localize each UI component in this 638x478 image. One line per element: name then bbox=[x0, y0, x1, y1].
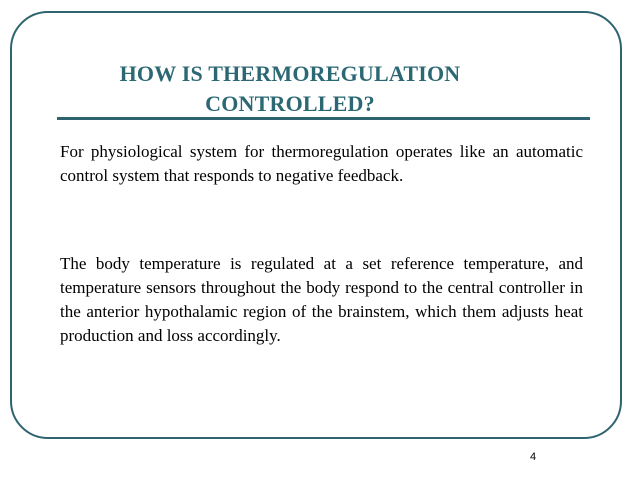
page-number: 4 bbox=[530, 451, 537, 463]
slide-title: HOW IS THERMOREGULATION CONTROLLED? bbox=[119, 61, 461, 116]
paragraph-1: For physiological system for thermoregulation operates like an automatic control system that responds to negative feedback. bbox=[60, 142, 583, 185]
title-divider bbox=[57, 117, 590, 120]
paragraph-2: The body temperature is regulated at a set reference temperature, and temperature sensors throughout the body respond to the central controller in the anterior hypothalamic region of the brainstem, which them adjusts heat production and loss accordingly. bbox=[60, 254, 583, 345]
